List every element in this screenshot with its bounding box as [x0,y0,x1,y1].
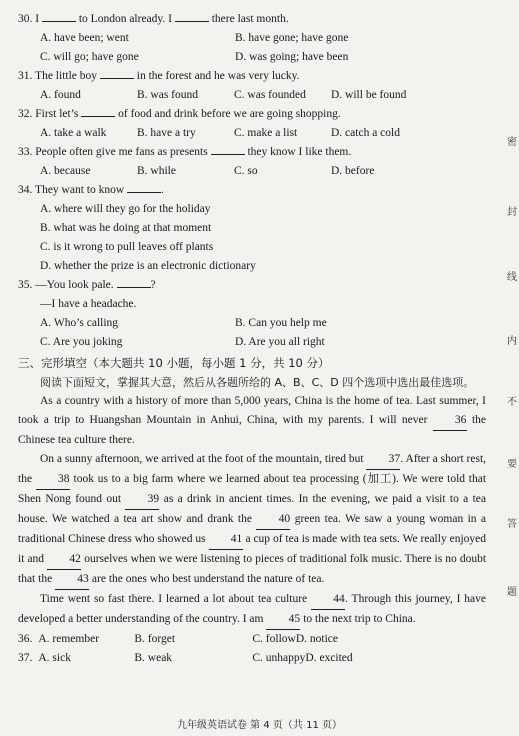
answer-blank[interactable] [127,192,161,193]
option-c: C. make a list [234,127,298,139]
option-d: D. catch a cold [331,127,400,139]
cloze-blank-42[interactable]: 42 [47,550,81,570]
cloze-blank-45[interactable]: 45 [266,610,300,630]
seal-char: 要 [507,459,517,470]
question-number: 31. [18,70,33,82]
option-b: B. was found [137,89,199,101]
option-b: B. have gone; have gone [235,32,349,44]
option-c: C. was founded [234,89,306,101]
question-31: 31. The little boy in the forest and he was very lucky. [18,70,300,82]
cloze-blank-43[interactable]: 43 [55,570,89,590]
option-a: A. found [40,89,81,101]
options-row [18,124,486,143]
option-d: D. whether the prize is an electronic dictionary [40,260,256,272]
seal-line [501,0,519,736]
cloze-blank-41[interactable]: 41 [209,530,243,550]
question-number: 32. [18,108,33,120]
question-number: 34. [18,184,33,196]
option-d: D. before [331,165,375,177]
answer-options-37 [18,649,486,668]
option-a: A. have been; went [40,32,129,44]
cloze-blank-39[interactable]: 39 [125,490,159,510]
option-a: A. because [40,165,91,177]
passage-paragraph-1: As a country with a history of more than 5,000 years, China is the home of tea. Last summer, I took a trip to Huangshan Mountain in Anhui, China, with my parents. I will never 36 the Chinese tea culture there. [18,395,486,446]
option-a: A. where will they go for the holiday [40,203,211,215]
option-b: B. Can you help me [235,317,327,329]
seal-char: 答 [507,519,517,530]
answer-blank[interactable] [175,21,209,22]
option-d: D. was going; have been [235,51,349,63]
section-title: 三、完形填空（本大题共 10 小题，每小题 1 分，共 10 分） [18,356,330,370]
option-c: C. unhappy [252,652,306,664]
passage-paragraph-2: On a sunny afternoon, we arrived at the foot of the mountain, tired but 37. After a short rest, the 38 took us to a big farm where we learned about tea processing (加工). We were told that Shen Nong found out 39 as a drink in ancient times. In the evening, we paid a visit to a tea house. We watched a tea art show and drank the 40 green tea. We saw a young woman in a traditional Chinese dress who showed us 41 a cup of tea is made with tea sets. We really enjoyed it and 42 ourselves when we were listening to pieces of traditional folk music. There is no doubt that the 43 are the ones who best understand the nature of tea. [18,450,486,590]
option-d: D. excited [305,652,353,664]
question-35: 35. —You look pale. ? [18,279,156,291]
question-number: 35. [18,279,33,291]
question-30: 30. I to London already. I there last month. [18,13,289,25]
passage-paragraph-3: Time went so fast there. I learned a lot about tea culture 44. Through this journey, I have developed a better understanding of the country. I am 45 to the next trip to China. [18,590,486,630]
option-d: D. Are you all right [235,336,325,348]
answer-blank[interactable] [81,116,115,117]
seal-char: 不 [507,397,517,408]
question-33: 33. People often give me fans as presents they know I like them. [18,146,352,158]
option-b: B. what was he doing at that moment [40,222,212,234]
option-d: D. will be found [331,89,407,101]
cloze-blank-36[interactable]: 36 [433,411,467,431]
question-32: 32. First let’s of food and drink before we are going shopping. [18,108,341,120]
options-row [18,314,486,333]
options-row [18,48,486,67]
cloze-blank-44[interactable]: 44 [311,590,345,610]
dialogue-reply: —I have a headache. [40,298,137,310]
cloze-blank-38[interactable]: 38 [36,470,70,490]
answer-blank[interactable] [211,154,245,155]
option-a: A. Who’s calling [40,317,119,329]
option-b: B. have a try [137,127,196,139]
option-b: B. weak [134,652,173,664]
question-34: 34. They want to know . [18,184,164,196]
option-c: C. Are you joking [40,336,123,348]
section-instruction: 阅读下面短文，掌握其大意，然后从各题所给的 A、B、C、D 四个选项中选出最佳选项。 [40,376,475,389]
options-row [18,333,486,352]
seal-char: 封 [507,207,517,218]
option-c: C. will go; have gone [40,51,139,63]
seal-char: 内 [507,336,517,347]
exam-page [18,10,486,668]
cloze-blank-37[interactable]: 37 [366,450,400,470]
question-number: 33. [18,146,33,158]
cloze-blank-40[interactable]: 40 [256,510,290,530]
option-c: C. so [234,165,258,177]
page-footer: 九年级英语试卷 第 4 页（共 11 页） [177,720,342,731]
options-row [18,162,486,181]
answer-blank[interactable] [117,287,151,288]
answer-blank[interactable] [42,21,76,22]
option-c: C. is it wrong to pull leaves off plants [40,241,214,253]
answer-options-36 [18,630,486,649]
question-number: 30. [18,13,33,25]
answer-blank[interactable] [100,78,134,79]
seal-char: 线 [507,272,517,283]
option-a: A. sick [38,652,71,664]
question-number: 37. [18,652,33,664]
option-a: A. remember [38,633,100,645]
option-a: A. take a walk [40,127,107,139]
option-b: B. while [137,165,176,177]
question-number: 36. [18,633,33,645]
option-b: B. forget [134,633,176,645]
seal-char: 题 [507,587,517,598]
seal-char: 密 [507,137,517,148]
options-row [18,86,486,105]
options-row [18,29,486,48]
option-c: C. follow [252,633,296,645]
option-d: D. notice [295,633,338,645]
